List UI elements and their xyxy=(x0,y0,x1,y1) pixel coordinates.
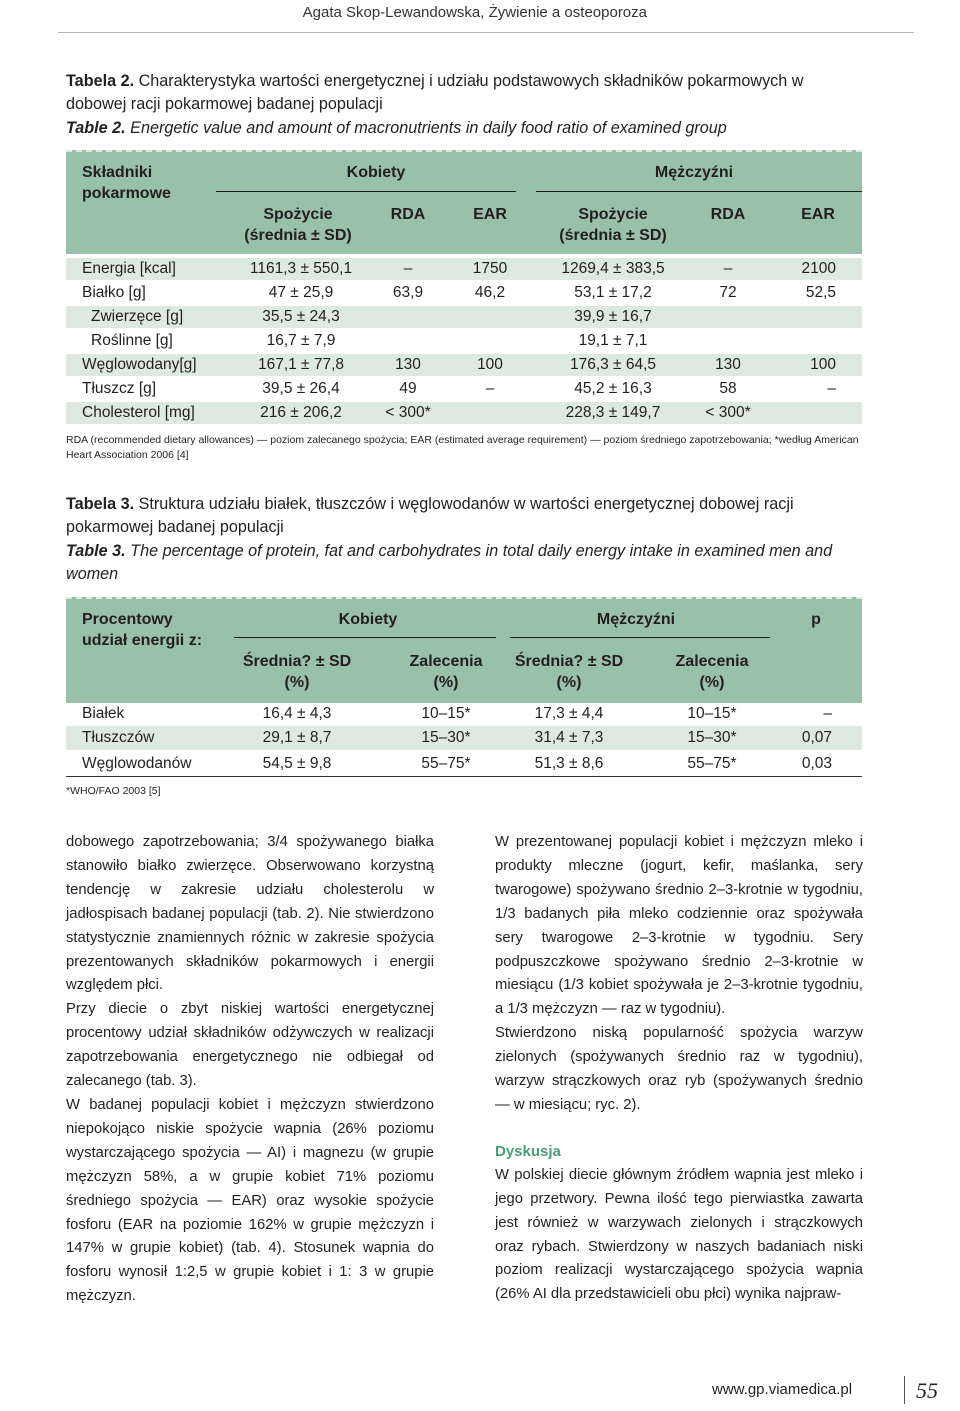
table-row xyxy=(66,726,862,750)
men-recommended: 15–30* xyxy=(687,729,737,746)
section-heading-discussion: Dyskusja xyxy=(495,1142,561,1160)
women-intake: 39,5 ± 26,4 xyxy=(262,380,340,397)
table-row xyxy=(66,752,862,777)
table3-men-mean: Średnia? ± SD (%) xyxy=(514,653,624,691)
row-label: Węglowodany[g] xyxy=(82,356,197,373)
women-intake: 216 ± 206,2 xyxy=(260,404,342,421)
row-label: Cholesterol [mg] xyxy=(82,404,195,421)
table2-footnote: RDA (recommended dietary allowances) — poziom zalecanego spożycia; EAR (estimated average requirement) — poziom średniego zapotrzebowania; *według American Heart Association 2006 [4] xyxy=(66,434,859,461)
table3-group-women: Kobiety xyxy=(338,611,398,628)
men-mean: 31,4 ± 7,3 xyxy=(534,729,604,746)
p-value: 0,07 xyxy=(801,729,832,746)
women-intake: 16,7 ± 7,9 xyxy=(266,332,336,349)
table2-title-pl: Charakterystyka wartości energetycznej i udziału podstawowych składników pokarmowych w dobowej racji pokarmowej badanej populacji xyxy=(66,72,804,113)
header-rule xyxy=(58,32,914,33)
page-number: 55 xyxy=(916,1378,938,1403)
table-row xyxy=(66,354,862,376)
table2-group-women: Kobiety xyxy=(346,164,406,181)
table-row xyxy=(66,258,862,280)
paragraph: Przy diecie o zbyt niskiej wartości energetycznej procentowy udział składników odżywczych w realizacji zapotrzebowania energetycznego nie odbiegał od zalecanego (tab. 3). xyxy=(66,1001,434,1090)
men-ear: 52,5 xyxy=(805,284,836,301)
row-label: Tłuszcz [g] xyxy=(82,380,157,397)
footer-divider xyxy=(904,1376,905,1404)
table-row xyxy=(66,330,862,352)
women-recommended: 55–75* xyxy=(421,755,471,772)
table2-header xyxy=(66,150,862,254)
paragraph: Stwierdzono niską popularność spożycia warzyw zielonych (spożywanych średnio raz w tygodniu), warzyw strączkowych oraz ryb (spożywanych średnio — w miesiącu; ryc. 2). xyxy=(495,1025,863,1113)
table3-men-rule xyxy=(510,637,770,638)
row-label: Zwierzęce [g] xyxy=(91,308,184,325)
table-row xyxy=(66,306,862,328)
row-label: Białko [g] xyxy=(82,284,146,301)
table2-men-ear: EAR xyxy=(801,206,835,223)
table2-col-nutrients: Składniki pokarmowe xyxy=(82,164,171,202)
table3-col-share: Procentowy udział energii z: xyxy=(82,611,203,649)
women-ear: – xyxy=(485,380,495,397)
men-rda: 130 xyxy=(715,356,741,373)
women-intake: 167,1 ± 77,8 xyxy=(257,356,345,373)
table3-men-recommended: Zalecenia (%) xyxy=(675,653,749,691)
men-intake: 45,2 ± 16,3 xyxy=(574,380,652,397)
table2-title-en: Energetic value and amount of macronutrients in daily food ratio of examined group xyxy=(125,119,727,137)
men-mean: 17,3 ± 4,4 xyxy=(534,705,604,722)
table3-footnote: *WHO/FAO 2003 [5] xyxy=(66,785,161,797)
page-header xyxy=(0,0,960,32)
table3-women-recommended: Zalecenia (%) xyxy=(409,653,483,691)
men-recommended: 10–15* xyxy=(687,705,737,722)
table2-group-men: Mężczyźni xyxy=(654,164,734,181)
table-row xyxy=(66,402,862,424)
men-intake: 228,3 ± 149,7 xyxy=(565,404,661,421)
men-rda: 72 xyxy=(719,284,737,301)
right-column xyxy=(495,831,863,1307)
table3-women-mean: Średnia? ± SD (%) xyxy=(242,653,352,691)
table2-women-ear: EAR xyxy=(473,206,507,223)
table3-title-pl: Struktura udziału białek, tłuszczów i węglowodanów w wartości energetycznej dobowej racji pokarmowej badanej populacji xyxy=(66,495,794,536)
table3-women-rule xyxy=(234,637,496,638)
table3-col-p: p xyxy=(811,611,821,628)
women-rda: 63,9 xyxy=(392,284,424,301)
left-column xyxy=(66,831,434,1309)
table3-label-en: Table 3. xyxy=(66,542,126,560)
table3-header xyxy=(66,597,862,703)
table2-men-intake: Spożycie (średnia ± SD) xyxy=(559,206,667,244)
women-ear: 100 xyxy=(477,356,503,373)
women-recommended: 10–15* xyxy=(421,705,471,722)
women-intake: 47 ± 25,9 xyxy=(268,284,334,301)
men-recommended: 55–75* xyxy=(687,755,737,772)
men-ear: 100 xyxy=(810,356,836,373)
men-ear: – xyxy=(827,380,836,397)
women-rda: 130 xyxy=(395,356,421,373)
men-rda: 58 xyxy=(719,380,737,397)
men-intake: 1269,4 ± 383,5 xyxy=(561,260,665,277)
table3-caption-en xyxy=(66,540,856,585)
men-rda: – xyxy=(723,260,733,277)
table2-women-rule xyxy=(216,191,516,192)
women-ear: 1750 xyxy=(472,260,508,277)
paragraph: W prezentowanej populacji kobiet i mężczyzn mleko i produkty mleczne (jogurt, kefir, maślanka, sery twarogowe) spożywano średnio 2–3-krotnie w tygodniu, 1/3 badanych piła mleko codziennie oraz spożywała sery twarogowe 2–3-krotnie w tygodniu. Sery podpuszczkowe spożywano średnio 2–3-krotnie w miesiącu (1/3 kobiet spożywała je 2–3-krotnie tygodniu, a 1/3 mężczyzn — raz w tygodniu). xyxy=(495,834,863,1018)
table-row xyxy=(66,282,862,304)
men-intake: 53,1 ± 17,2 xyxy=(574,284,652,301)
women-intake: 35,5 ± 24,3 xyxy=(262,308,340,325)
table2-label-en: Table 2. xyxy=(66,119,126,137)
men-intake: 19,1 ± 7,1 xyxy=(578,332,648,349)
row-label: Energia [kcal] xyxy=(82,260,176,277)
men-intake: 176,3 ± 64,5 xyxy=(569,356,657,373)
men-intake: 39,9 ± 16,7 xyxy=(574,308,652,325)
p-value: 0,03 xyxy=(801,755,832,772)
table3-caption-pl xyxy=(66,493,856,538)
women-rda: – xyxy=(403,260,413,277)
journal-url: www.gp.viamedica.pl xyxy=(712,1381,853,1398)
paragraph: W polskiej diecie głównym źródłem wapnia jest mleko i jego przetwory. Pewna ilość tego pierwiastka zawarta jest również w warzywach zielonych i strączkowych oraz rybach. Stwierdzony w naszych badaniach niski poziom realizacji wystarczającego spożycia wapnia (26% AI dla przedstawicieli obu płci) wynika najpraw- xyxy=(495,1166,863,1303)
table3-group-men: Mężczyźni xyxy=(596,611,676,628)
table2-women-intake: Spożycie (średnia ± SD) xyxy=(244,206,352,244)
paragraph: dobowego zapotrzebowania; 3/4 spożywanego białka stanowiło białko zwierzęce. Obserwowano korzystną tendencję w zakresie udziału cholesterolu w jadłospisach badanej populacji (tab. 2). Nie stwierdzono statystycznie znamiennych różnic w zakresie spożycia prezentowanych składników pokarmowych i energii względem płci. xyxy=(66,834,434,994)
women-mean: 16,4 ± 4,3 xyxy=(262,705,332,722)
women-intake: 1161,3 ± 550,1 xyxy=(249,260,353,277)
p-value: – xyxy=(823,705,832,722)
women-recommended: 15–30* xyxy=(421,729,471,746)
table2-label-pl: Tabela 2. xyxy=(66,72,135,90)
women-rda: 49 xyxy=(399,380,417,397)
row-label: Tłuszczów xyxy=(82,729,155,746)
paragraph: W badanej populacji kobiet i mężczyzn stwierdzono niepokojąco niskie spożycie wapnia (26% poziomu wystarczającego spożycia — AI) i magnezu (w grupie mężczyzn 58%, a w grupie kobiet 71% poziomu średniego spożycia — EAR) oraz wysokie spożycie fosforu (EAR na poziomie 162% w grupie mężczyzn i 147% w grupie kobiet) (tab. 4). Stosunek wapnia do fosforu wynosił 1:2,5 w grupie kobiet i 1: 3 w grupie mężczyzn. xyxy=(66,1096,434,1305)
table2-men-rda: RDA xyxy=(710,206,746,223)
row-label: Roślinne [g] xyxy=(91,332,173,349)
table2-men-rule xyxy=(536,191,862,192)
women-mean: 29,1 ± 8,7 xyxy=(262,729,332,746)
row-label: Węglowodanów xyxy=(82,755,192,772)
row-label: Białek xyxy=(82,705,125,722)
table3-title-en: The percentage of protein, fat and carbohydrates in total daily energy intake in examined men and women xyxy=(66,542,833,583)
table2-caption-pl xyxy=(66,70,856,115)
men-ear: 2100 xyxy=(801,260,836,277)
men-mean: 51,3 ± 8,6 xyxy=(534,755,604,772)
table3-label-pl: Tabela 3. xyxy=(66,495,135,513)
women-rda: < 300* xyxy=(385,404,431,421)
running-head: Agata Skop-Lewandowska, Żywienie a osteoporoza xyxy=(302,4,647,21)
table2-women-rda: RDA xyxy=(390,206,426,223)
women-ear: 46,2 xyxy=(474,284,506,301)
table-row xyxy=(66,378,862,400)
table-row xyxy=(66,702,862,726)
table2-caption-en xyxy=(66,117,856,140)
women-mean: 54,5 ± 9,8 xyxy=(262,755,332,772)
men-rda: < 300* xyxy=(705,404,751,421)
